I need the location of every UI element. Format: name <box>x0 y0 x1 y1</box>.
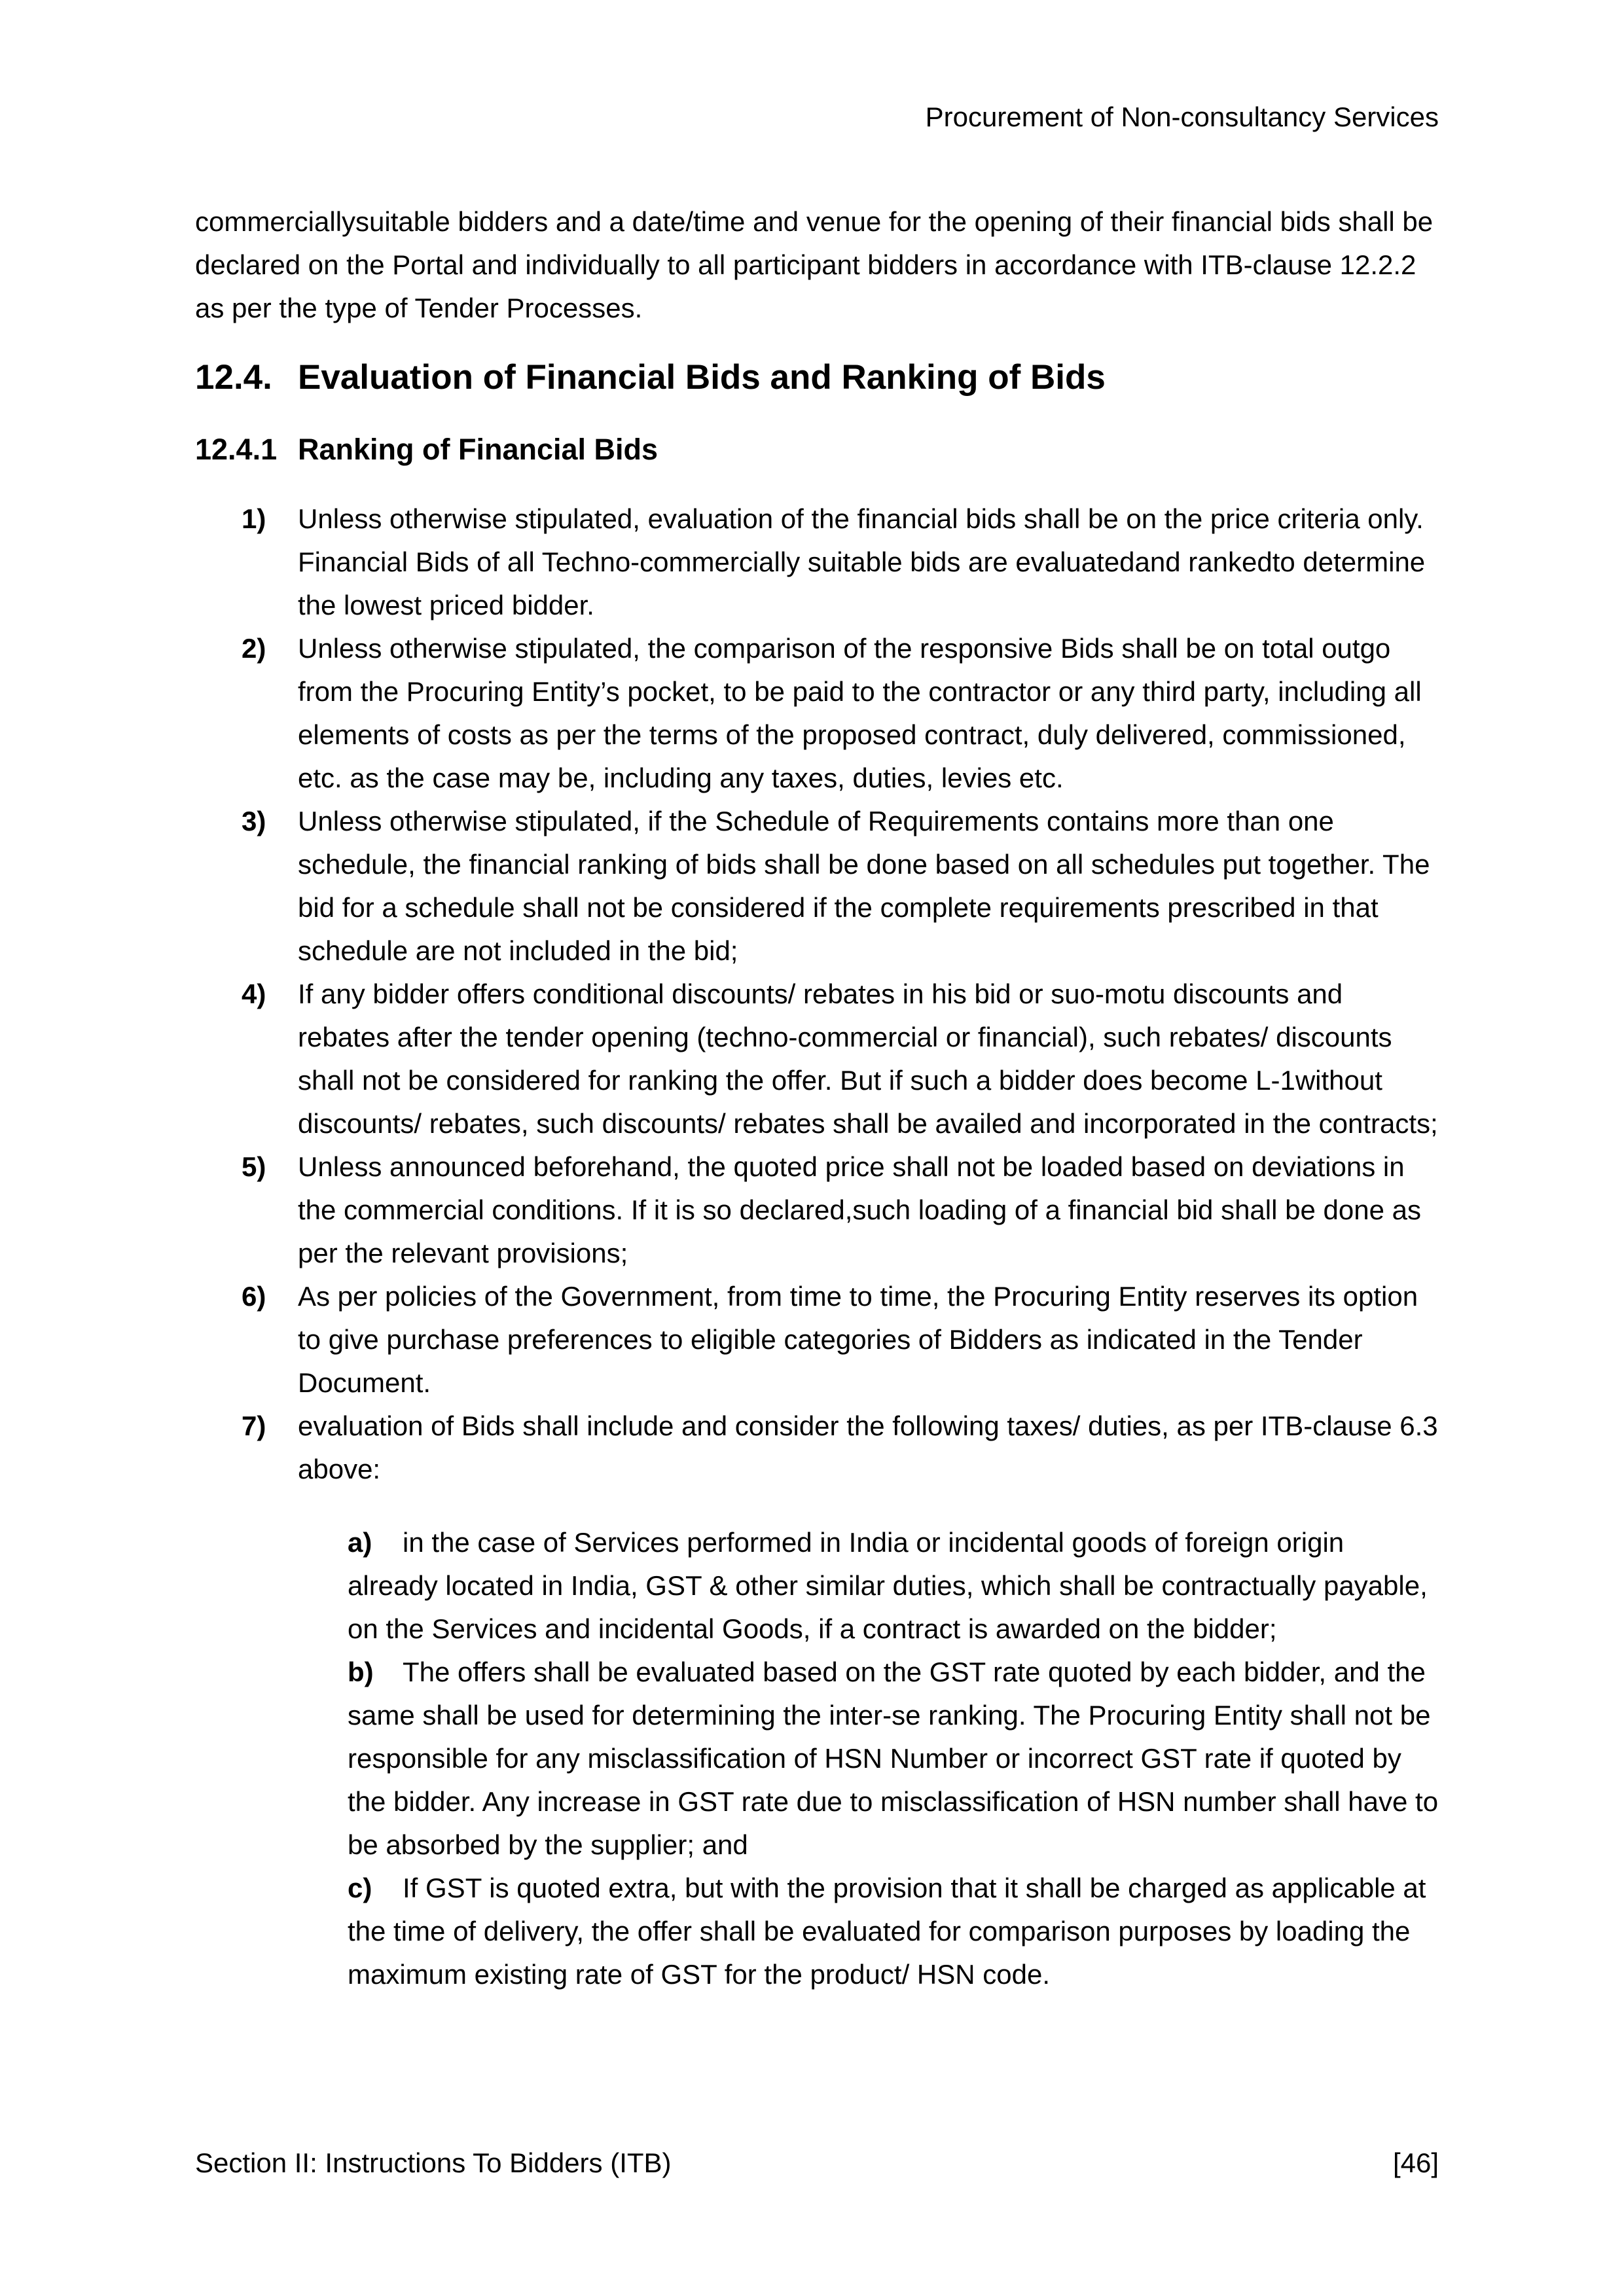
subsection-heading-title: Ranking of Financial Bids <box>298 433 659 466</box>
list-item-1-number: 1) <box>242 503 266 534</box>
sub-item-c <box>348 1867 1439 1996</box>
sub-item-b-marker: b) <box>348 1657 374 1687</box>
section-heading-title: Evaluation of Financial Bids and Ranking of Bids <box>298 358 1106 397</box>
sub-item-a-text: in the case of Services performed in India or incidental goods of foreign origin already located in India, GST & other similar duties, which shall be contractually payable, on the Services and incidental Goods, if a contract is awarded on the bidder; <box>348 1527 1428 1644</box>
list-item-7-number: 7) <box>242 1410 266 1441</box>
list-item-5 <box>195 1145 1439 1275</box>
footer-section-label: Section II: Instructions To Bidders (ITB) <box>195 2147 672 2178</box>
list-item-6-number: 6) <box>242 1281 266 1312</box>
subsection-heading <box>195 428 1439 471</box>
list-item-3-text: Unless otherwise stipulated, if the Schedule of Requirements contains more than one schedule, the financial ranking of bids shall be done based on all schedules put together. The bid for a schedule shall not be considered if the complete requirements prescribed in that schedule are not included in the bid; <box>298 806 1430 966</box>
list-item-2 <box>195 627 1439 800</box>
numbered-list <box>195 497 1439 1491</box>
list-item-4-text: If any bidder offers conditional discounts/ rebates in his bid or suo-motu discounts and rebates after the tender opening (techno-commercial or financial), such rebates/ discounts shall not be considered for ranking the offer. But if such a bidder does become L-1without discounts/ rebates, such discounts/ rebates shall be availed and incorporated in the contracts; <box>298 978 1438 1139</box>
list-item-6 <box>195 1275 1439 1405</box>
section-heading <box>195 355 1439 401</box>
list-item-2-number: 2) <box>242 633 266 664</box>
page-footer <box>195 2142 1439 2185</box>
list-item-3 <box>195 800 1439 973</box>
sub-item-a-marker: a) <box>348 1527 372 1558</box>
section-heading-number: 12.4. <box>195 358 272 397</box>
sub-item-a <box>348 1521 1439 1651</box>
list-item-6-text: As per policies of the Government, from time to time, the Procuring Entity reserves its option to give purchase preferences to eligible categories of Bidders as indicated in the Tender Document. <box>298 1281 1418 1398</box>
footer-page-number: [46] <box>1392 2147 1439 2178</box>
intro-paragraph: commerciallysuitable bidders and a date/time and venue for the opening of their financial bids shall be declared on the Portal and individually to all participant bidders in accordance with ITB-clause 12.2.2 as per the type of Tender Processes. <box>195 206 1434 323</box>
sub-item-c-marker: c) <box>348 1873 372 1903</box>
list-item-1-text: Unless otherwise stipulated, evaluation of the financial bids shall be on the price criteria only. Financial Bids of all Techno-commercially suitable bids are evaluatedand rankedto determine the lowest priced bidder. <box>298 503 1426 620</box>
sub-item-c-text: If GST is quoted extra, but with the provision that it shall be charged as applicable at the time of delivery, the offer shall be evaluated for comparison purposes by loading the maximum existing rate of GST for the product/ HSN code. <box>348 1873 1426 1990</box>
sub-item-b <box>348 1651 1439 1867</box>
list-item-2-text: Unless otherwise stipulated, the comparison of the responsive Bids shall be on total outgo from the Procuring Entity’s pocket, to be paid to the contractor or any third party, including all elements of costs as per the terms of the proposed contract, duly delivered, commissioned, etc. as the case may be, including any taxes, duties, levies etc. <box>298 633 1422 793</box>
list-item-5-number: 5) <box>242 1151 266 1182</box>
list-item-1 <box>195 497 1439 627</box>
list-item-7-text: evaluation of Bids shall include and consider the following taxes/ duties, as per ITB-clause 6.3 above: <box>298 1410 1438 1484</box>
list-item-7 <box>195 1405 1439 1491</box>
subsection-heading-number: 12.4.1 <box>195 433 278 466</box>
list-item-4 <box>195 973 1439 1145</box>
page-header <box>195 96 1439 139</box>
header-title: Procurement of Non-consultancy Services <box>925 101 1439 132</box>
list-item-4-number: 4) <box>242 978 266 1009</box>
lettered-list <box>348 1521 1439 1996</box>
list-item-5-text: Unless announced beforehand, the quoted price shall not be loaded based on deviations in the commercial conditions. If it is so declared,such loading of a financial bid shall be done as per the relevant provisions; <box>298 1151 1421 1268</box>
page-content <box>195 0 1439 1996</box>
list-item-3-number: 3) <box>242 806 266 836</box>
sub-item-b-text: The offers shall be evaluated based on the GST rate quoted by each bidder, and the same shall be used for determining the inter-se ranking. The Procuring Entity shall not be responsible for any misclassification of HSN Number or incorrect GST rate if quoted by the bidder. Any increase in GST rate due to misclassification of HSN number shall have to be absorbed by the supplier; and <box>348 1657 1439 1860</box>
